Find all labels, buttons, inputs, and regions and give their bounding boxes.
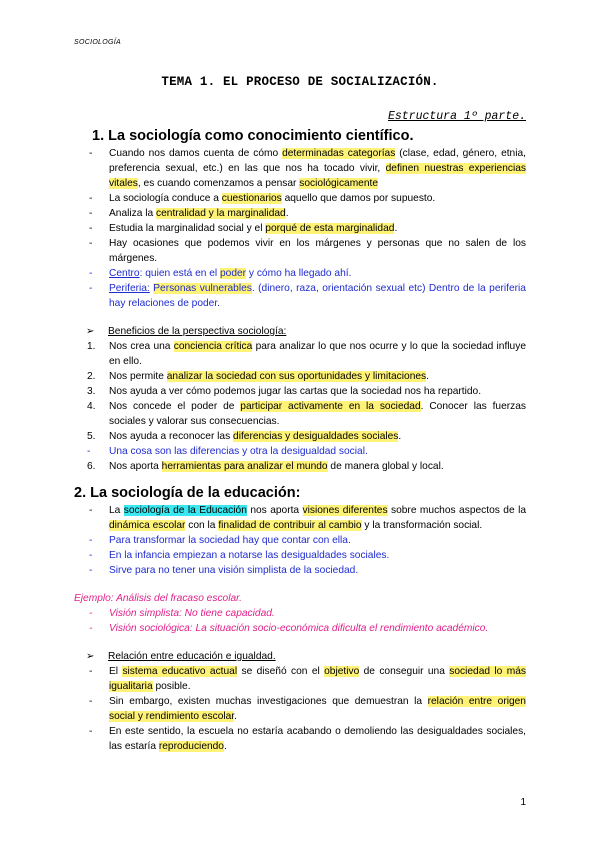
main-content — [74, 126, 526, 754]
section-2-heading: 2. La sociología de la educación: — [74, 485, 301, 501]
list-item: 1. Nos crea una conciencia crítica para analizar lo que nos ocurre y lo que la sociedad influye en ello. — [87, 341, 526, 367]
list-item: - Para transformar la sociedad hay que contar con ella. — [89, 535, 351, 546]
list-item: - Visión simplista: No tiene capacidad. — [89, 608, 275, 619]
example-block — [74, 591, 526, 636]
list-item: - Hay ocasiones que podemos vivir en los márgenes y personas que no salen de los márgenes. — [89, 238, 526, 264]
list-item: - El sistema educativo actual se diseñó con el objetivo de conseguir una sociedad lo más igualitaria posible. — [89, 666, 526, 692]
list-item: 5. Nos ayuda a reconocer las diferencias y desigualdades sociales. — [87, 431, 402, 442]
benefits-list — [74, 339, 526, 474]
relation-subheading: ➢ Relación entre educación e igualdad. — [86, 651, 276, 662]
section-2-list — [74, 503, 526, 578]
list-item: 3. Nos ayuda a ver cómo podemos jugar las cartas que la sociedad nos ha repartido. — [87, 386, 482, 397]
list-item: - La sociología conduce a cuestionarios aquello que damos por supuesto. — [89, 193, 436, 204]
list-item: - Sirve para no tener una visión simplista de la sociedad. — [89, 565, 359, 576]
list-item: 6. Nos aporta herramientas para analizar el mundo de manera global y local. — [87, 461, 444, 472]
list-item: 2. Nos permite analizar la sociedad con sus oportunidades y limitaciones. — [87, 371, 429, 382]
benefits-subheading: ➢ Beneficios de la perspectiva sociología: — [86, 326, 287, 337]
list-item: - En este sentido, la escuela no estaría acabando o demoliendo las desigualdades sociales, las estaría reproduciendo. — [89, 726, 526, 752]
list-item: - Analiza la centralidad y la marginalidad. — [89, 208, 289, 219]
arrow-bullet-icon: ➢ — [86, 651, 95, 662]
list-item: - Centro: quien está en el poder y cómo ha llegado ahí. — [89, 268, 352, 279]
list-item: - Estudia la marginalidad social y el porqué de esta marginalidad. — [89, 223, 398, 234]
example-title: Ejemplo: Análisis del fracaso escolar. — [74, 593, 242, 604]
list-item: - Sin embargo, existen muchas investigaciones que demuestran la relación entre origen social y rendimiento escolar. — [89, 696, 526, 722]
arrow-bullet-icon: ➢ — [86, 326, 95, 337]
section-1-list — [74, 146, 526, 311]
section-1-heading: 1. La sociología como conocimiento científico. — [92, 128, 414, 144]
relation-list — [74, 664, 526, 754]
list-item: - Cuando nos damos cuenta de cómo determinadas categorías (clase, edad, género, etnia, preferencia sexual, etc.) en las que nos ha tocado vivir, definen nuestras experiencias vitales, es cuando comenzamos a pensar sociológicamente — [89, 148, 526, 189]
list-item: - En la infancia empiezan a notarse las desigualdades sociales. — [89, 550, 390, 561]
page-number: 1 — [520, 797, 526, 808]
list-item: - La sociología de la Educación nos aporta visiones diferentes sobre muchos aspectos de la dinámica escolar con la finalidad de contribuir al cambio y la transformación social. — [89, 505, 526, 531]
list-item: - Visión sociológica: La situación socio-económica dificulta el rendimiento académico. — [89, 623, 489, 634]
list-item: 4. Nos concede el poder de participar activamente en la sociedad. Conocer las fuerzas sociales y valorar sus consecuencias. — [87, 401, 526, 427]
running-header: SOCIOLOGÍA — [74, 39, 121, 46]
structure-label: Estructura 1º parte. — [387, 110, 526, 123]
page-title: TEMA 1. EL PROCESO DE SOCIALIZACIÓN. — [161, 75, 439, 89]
list-item: - Una cosa son las diferencias y otra la desigualdad social. — [87, 446, 368, 457]
list-item: - Periferia: Personas vulnerables. (dinero, raza, orientación sexual etc) Dentro de la periferia hay relaciones de poder. — [89, 283, 526, 309]
